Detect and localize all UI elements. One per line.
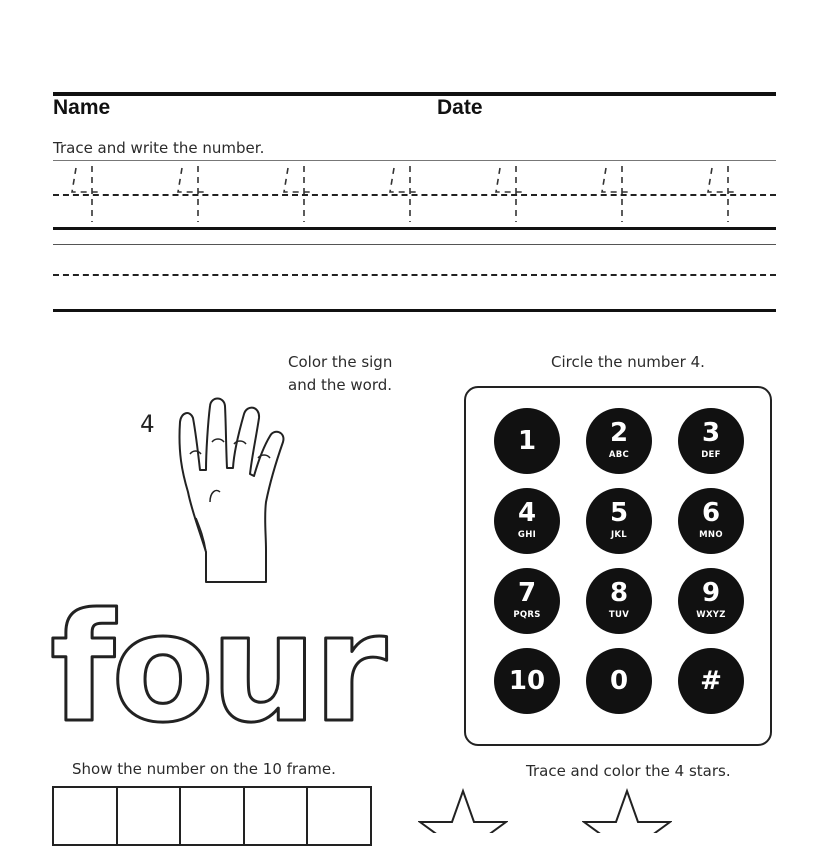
phone-key-letters: DEF (701, 450, 721, 460)
ten-frame-cell[interactable] (245, 788, 309, 844)
phone-key-number: 8 (609, 578, 629, 608)
phone-key-7[interactable] (494, 568, 560, 634)
phone-key-letters: ABC (608, 450, 630, 460)
phone-key-letters: WXYZ (696, 610, 726, 620)
phone-key-number: 7 (517, 578, 537, 608)
phone-key-3[interactable] (678, 408, 744, 474)
ten-frame-cell[interactable] (54, 788, 118, 844)
sign-instruction-line2: and the word. (288, 376, 393, 394)
ten-frame-cell[interactable] (308, 788, 370, 844)
sign-instruction-line1: Color the sign (288, 353, 393, 371)
phone-key-6[interactable] (678, 488, 744, 554)
phone-key-number: 1 (517, 426, 537, 456)
date-label: Date (437, 96, 483, 119)
write-top-line (53, 244, 776, 245)
phone-key-2[interactable] (586, 408, 652, 474)
trace-digit-four[interactable] (276, 160, 316, 226)
star-icon[interactable] (418, 788, 508, 833)
stars-instruction: Trace and color the 4 stars. (526, 762, 731, 780)
phone-key-9[interactable] (678, 568, 744, 634)
name-label: Name (53, 96, 111, 119)
phone-key-8[interactable] (586, 568, 652, 634)
phone-key-number: 3 (701, 418, 721, 448)
phone-key-number: 6 (701, 498, 721, 528)
star-icon[interactable] (582, 788, 672, 833)
ten-frame (52, 786, 372, 846)
trace-digit-four[interactable] (64, 160, 104, 226)
trace-instruction: Trace and write the number. (53, 139, 265, 157)
phone-key-number: # (700, 666, 722, 696)
write-baseline (53, 309, 776, 312)
hand-sign-four-icon (170, 392, 300, 590)
phone-key-10[interactable] (494, 648, 560, 714)
phone-key-letters: GHI (517, 530, 537, 540)
trace-digit-four[interactable] (488, 160, 528, 226)
ten-frame-cell[interactable] (118, 788, 182, 844)
phone-key-0[interactable] (586, 648, 652, 714)
phone-key-number: 9 (701, 578, 721, 608)
phone-key-number: 5 (609, 498, 629, 528)
trace-digit-four[interactable] (382, 160, 422, 226)
top-border-line (53, 92, 776, 96)
word-four-text: four (50, 582, 384, 742)
ten-frame-instruction: Show the number on the 10 frame. (72, 760, 336, 778)
phone-key-4[interactable] (494, 488, 560, 554)
trace-baseline (53, 227, 776, 230)
write-midline (53, 274, 776, 276)
phone-key-5[interactable] (586, 488, 652, 554)
word-four-outline (40, 582, 420, 742)
trace-digit-four[interactable] (700, 160, 740, 226)
phone-key-number: 2 (609, 418, 629, 448)
trace-digit-four[interactable] (594, 160, 634, 226)
phone-key-letters: PQRS (513, 610, 541, 620)
phone-key-letters: TUV (608, 610, 630, 620)
phone-key-number: 4 (517, 498, 537, 528)
phone-instruction: Circle the number 4. (551, 353, 705, 371)
phone-key-1[interactable] (494, 408, 560, 474)
phone-keypad (464, 386, 772, 746)
phone-key-hash[interactable] (678, 648, 744, 714)
sign-number: 4 (140, 410, 155, 438)
trace-digit-four[interactable] (170, 160, 210, 226)
phone-key-number: 0 (609, 666, 629, 696)
phone-key-letters: JKL (610, 530, 628, 540)
phone-key-number: 10 (508, 666, 546, 696)
ten-frame-cell[interactable] (181, 788, 245, 844)
phone-key-letters: MNO (699, 530, 723, 540)
